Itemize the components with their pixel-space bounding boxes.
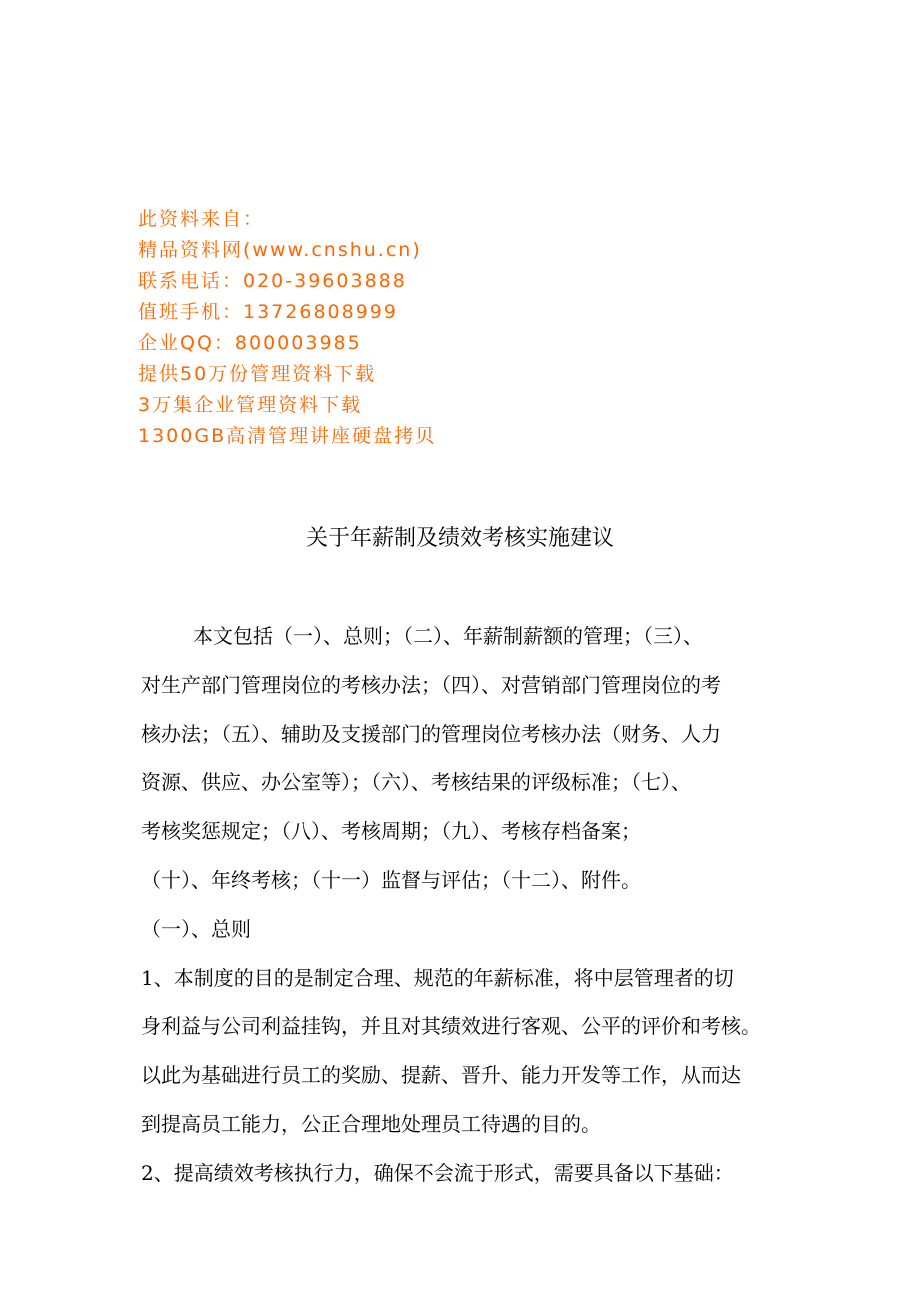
paragraph-line: 资源、供应、办公室等）；（六）、考核结果的评级标准；（七）、 [141, 770, 691, 795]
paragraph-line: 1、本制度的目的是制定合理、规范的年薪标准，将中层管理者的切 [141, 965, 734, 990]
paragraph-line: 到提高员工能力，公正合理地处理员工待遇的目的。 [141, 1111, 601, 1136]
contact-phone-line: 联系电话：020-39603888 [138, 270, 407, 292]
paragraph-line: 2、提高绩效考核执行力，确保不会流于形式，需要具备以下基础： [141, 1160, 734, 1185]
paragraph-line: 核办法；（五）、辅助及支援部门的管理岗位考核办法（财务、人力 [141, 721, 721, 746]
document-body [141, 616, 801, 1202]
source-notice [138, 204, 738, 452]
paragraph-line: 考核奖惩规定；（八）、考核周期；（九）、考核存档备案； [141, 819, 641, 844]
paragraph-line: （十）、年终考核；（十一）监督与评估；（十二）、附件。 [141, 867, 641, 892]
source-notice-line: 此资料来自： [138, 208, 265, 230]
paragraph-line: 对生产部门管理岗位的考核办法；（四）、对营销部门管理岗位的考 [141, 672, 721, 697]
paragraph-line: 本文包括（一）、总则；（二）、年薪制薪额的管理；（三）、 [193, 624, 703, 648]
offer-line-3: 1300GB高清管理讲座硬盘拷贝 [138, 425, 437, 447]
offer-line-1: 提供50万份管理资料下载 [138, 363, 377, 385]
paragraph-line: 以此为基础进行员工的奖励、提薪、晋升、能力开发等工作，从而达 [141, 1063, 741, 1088]
paragraph-line: 身利益与公司利益挂钩，并且对其绩效进行客观、公平的评价和考核。 [141, 1014, 761, 1039]
company-qq-line: 企业QQ：800003985 [138, 332, 362, 354]
mobile-phone-line: 值班手机：13726808999 [138, 301, 398, 323]
source-website-line: 精品资料网(www.cnshu.cn) [138, 239, 422, 261]
section-heading: （一）、总则 [141, 916, 251, 941]
offer-line-2: 3万集企业管理资料下载 [138, 394, 363, 416]
document-title: 关于年薪制及绩效考核实施建议 [305, 526, 614, 551]
